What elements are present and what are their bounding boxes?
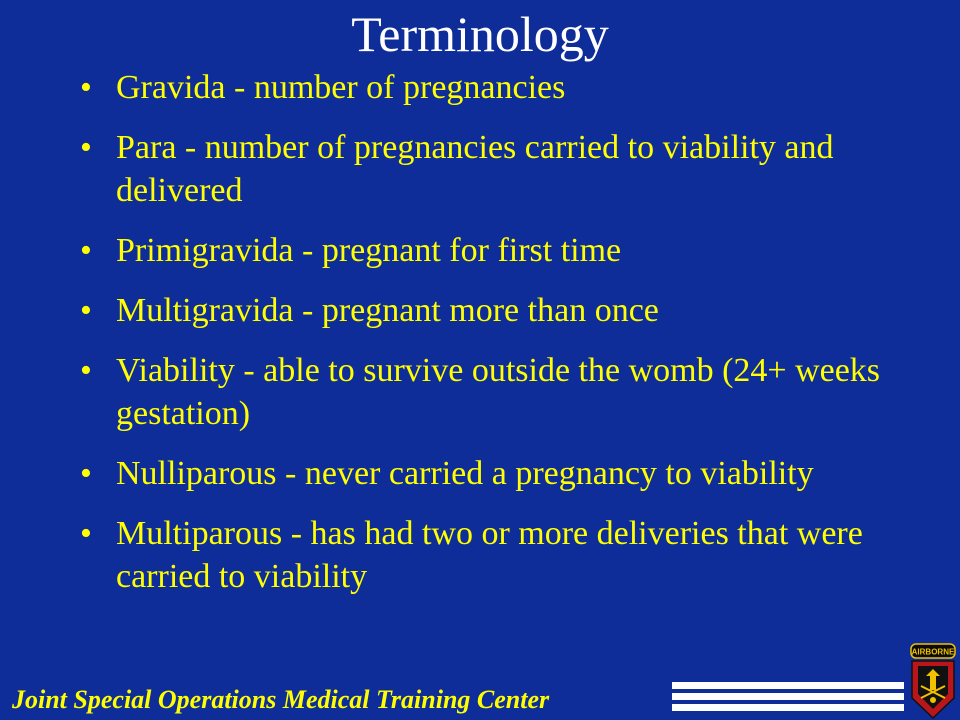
bullet-item: [80, 349, 900, 435]
bullet-text: Primigravida - pregnant for first time: [116, 232, 622, 269]
stripe: [672, 682, 904, 689]
bullet-item: [80, 126, 900, 212]
footer: [0, 680, 960, 720]
bullet-marker: •: [80, 352, 92, 389]
bullet-text: Multigravida - pregnant more than once: [116, 292, 659, 329]
stripe: [672, 693, 904, 700]
footer-stripes: [672, 682, 904, 720]
footer-organization: Joint Special Operations Medical Training Center: [12, 685, 550, 714]
bullet-item: [80, 452, 900, 495]
bullet-marker: •: [80, 515, 92, 552]
bullet-marker: •: [80, 232, 92, 269]
bullet-marker: •: [80, 292, 92, 329]
bullet-text: Gravida - number of pregnancies: [116, 69, 566, 106]
bullet-item: [80, 512, 900, 598]
bullet-text: Viability - able to survive outside the womb (24+ weeks gestation): [116, 352, 881, 432]
bullet-text: Nulliparous - never carried a pregnancy to viability: [116, 455, 814, 492]
bullet-marker: •: [80, 129, 92, 166]
slide-title: Terminology: [351, 6, 609, 62]
bullet-marker: •: [80, 69, 92, 106]
bullet-list: [80, 66, 900, 615]
bullet-text: Para - number of pregnancies carried to viability and delivered: [116, 129, 834, 209]
bullet-text: Multiparous - has had two or more deliveries that were carried to viability: [116, 515, 863, 595]
bullet-item: [80, 229, 900, 272]
stripe: [672, 704, 904, 711]
airborne-patch-logo: [908, 642, 958, 720]
bullet-marker: •: [80, 455, 92, 492]
bullet-item: [80, 289, 900, 332]
patch-tab-text: AIRBORNE: [911, 647, 955, 657]
patch-emblem: [930, 697, 936, 703]
bullet-item: [80, 66, 900, 109]
